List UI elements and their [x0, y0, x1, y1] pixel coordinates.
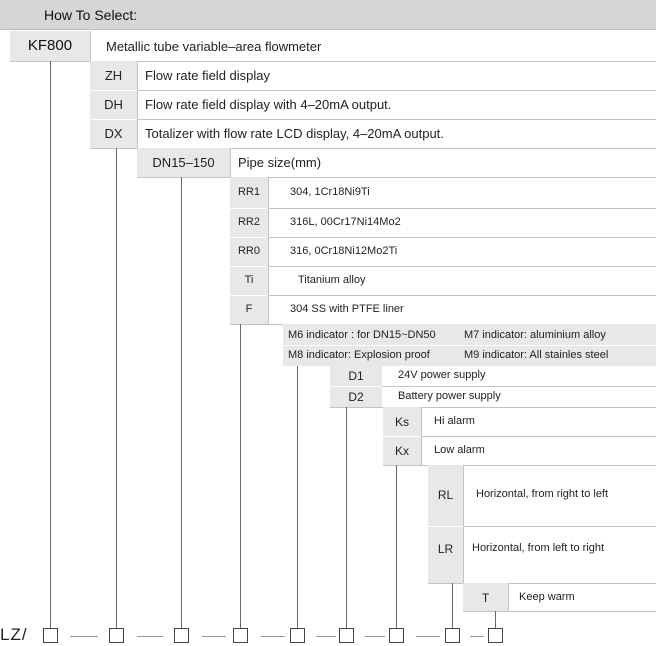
model-code: KF800: [27, 37, 73, 54]
material-code-ti: Ti: [244, 274, 254, 286]
code-divider: [230, 237, 268, 238]
row-divider: [90, 119, 656, 120]
row-divider: [383, 436, 656, 437]
connector-line: [240, 324, 241, 628]
connector-line: [495, 611, 496, 628]
connector-line: [116, 148, 117, 628]
column-divider: [463, 465, 464, 583]
material-desc-f: 304 SS with PTFE liner: [290, 303, 404, 315]
alarm-desc-ks: Hi alarm: [434, 415, 475, 427]
display-desc-zh: Flow rate field display: [145, 68, 270, 83]
alarm-code-kx: Kx: [394, 444, 409, 458]
alarm-slot-box: [389, 628, 404, 643]
pipe-size-description: Pipe size(mm): [238, 155, 322, 170]
code-divider: [330, 386, 382, 387]
direction-desc-lr: Horizontal, from left to right: [472, 542, 605, 554]
slot-dash: [261, 636, 285, 637]
display-slot-box: [109, 628, 124, 643]
row-divider: [230, 208, 656, 209]
material-code-rr2: RR2: [237, 216, 260, 228]
slot-dash: [416, 636, 440, 637]
material-desc-ti: Titanium alloy: [298, 274, 366, 286]
direction-code-rl: RL: [437, 488, 454, 502]
connector-line: [452, 583, 453, 628]
row-divider: [230, 295, 656, 296]
power-desc-d2: Battery power supply: [398, 390, 501, 402]
direction-code-lr: LR: [437, 542, 454, 556]
power-slot-box: [339, 628, 354, 643]
code-divider: [428, 526, 463, 527]
direction-slot-box: [445, 628, 460, 643]
indicator-m8: M8 indicator: Explosion proof: [288, 349, 430, 361]
display-code-dx: DX: [104, 126, 123, 141]
slot-dash: [202, 636, 226, 637]
row-divider: [330, 407, 656, 408]
connector-line: [396, 465, 397, 628]
model-slot-box: [43, 628, 58, 643]
pipe-size-slot-box: [174, 628, 189, 643]
order-prefix: LZ/: [0, 625, 28, 644]
code-divider: [230, 266, 268, 267]
slot-dash: [316, 636, 336, 637]
indicator-m7: M7 indicator: aluminium alloy: [464, 329, 606, 341]
column-divider: [137, 61, 138, 148]
connector-line: [297, 366, 298, 628]
connector-line: [181, 177, 182, 628]
code-divider: [230, 295, 268, 296]
code-divider: [283, 345, 656, 346]
material-desc-rr0: 316, 0Cr18Ni12Mo2Ti: [290, 245, 398, 257]
code-divider: [90, 119, 137, 120]
direction-code-column: [428, 465, 463, 583]
row-divider: [463, 611, 656, 612]
code-divider: [383, 436, 421, 437]
column-divider: [268, 177, 269, 324]
column-divider: [230, 148, 231, 177]
slot-dash: [137, 636, 163, 637]
material-desc-rr2: 316L, 00Cr17Ni14Mo2: [290, 216, 401, 228]
model-description: Metallic tube variable–area flowmeter: [106, 39, 322, 54]
row-divider: [90, 90, 656, 91]
page-title: How To Select:: [44, 7, 138, 23]
connector-line: [346, 407, 347, 628]
row-divider: [230, 237, 656, 238]
warm-code: T: [481, 591, 490, 605]
alarm-desc-kx: Low alarm: [434, 444, 485, 456]
code-divider: [230, 208, 268, 209]
indicator-m9: M9 indicator: All stainles steel: [464, 349, 609, 361]
slot-dash: [70, 636, 98, 637]
row-divider: [137, 177, 656, 178]
display-code-dh: DH: [104, 97, 123, 112]
slot-dash: [365, 636, 385, 637]
material-code-rr1: RR1: [237, 186, 260, 198]
connector-line: [50, 61, 51, 628]
alarm-code-ks: Ks: [394, 415, 409, 429]
indicator-slot-box: [290, 628, 305, 643]
power-code-d2: D2: [348, 390, 364, 404]
material-code-rr0: RR0: [237, 245, 260, 257]
power-desc-d1: 24V power supply: [398, 369, 486, 381]
row-divider: [383, 465, 656, 466]
column-divider: [421, 407, 422, 465]
indicator-m6: M6 indicator : for DN15~DN50: [288, 329, 436, 341]
power-code-d1: D1: [348, 369, 364, 383]
column-divider: [508, 583, 509, 611]
display-code-zh: ZH: [104, 68, 123, 83]
material-code-f: F: [245, 303, 253, 315]
pipe-size-code: DN15–150: [152, 155, 215, 170]
warm-description: Keep warm: [519, 591, 575, 603]
material-slot-box: [233, 628, 248, 643]
display-desc-dh: Flow rate field display with 4–20mA output.: [145, 97, 392, 112]
warm-slot-box: [488, 628, 503, 643]
material-desc-rr1: 304, 1Cr18Ni9Ti: [290, 186, 370, 198]
code-divider: [90, 90, 137, 91]
row-divider: [230, 266, 656, 267]
slot-dash: [470, 636, 484, 637]
direction-desc-rl: Horizontal, from right to left: [476, 488, 609, 500]
display-desc-dx: Totalizer with flow rate LCD display, 4–20mA output.: [145, 126, 444, 141]
